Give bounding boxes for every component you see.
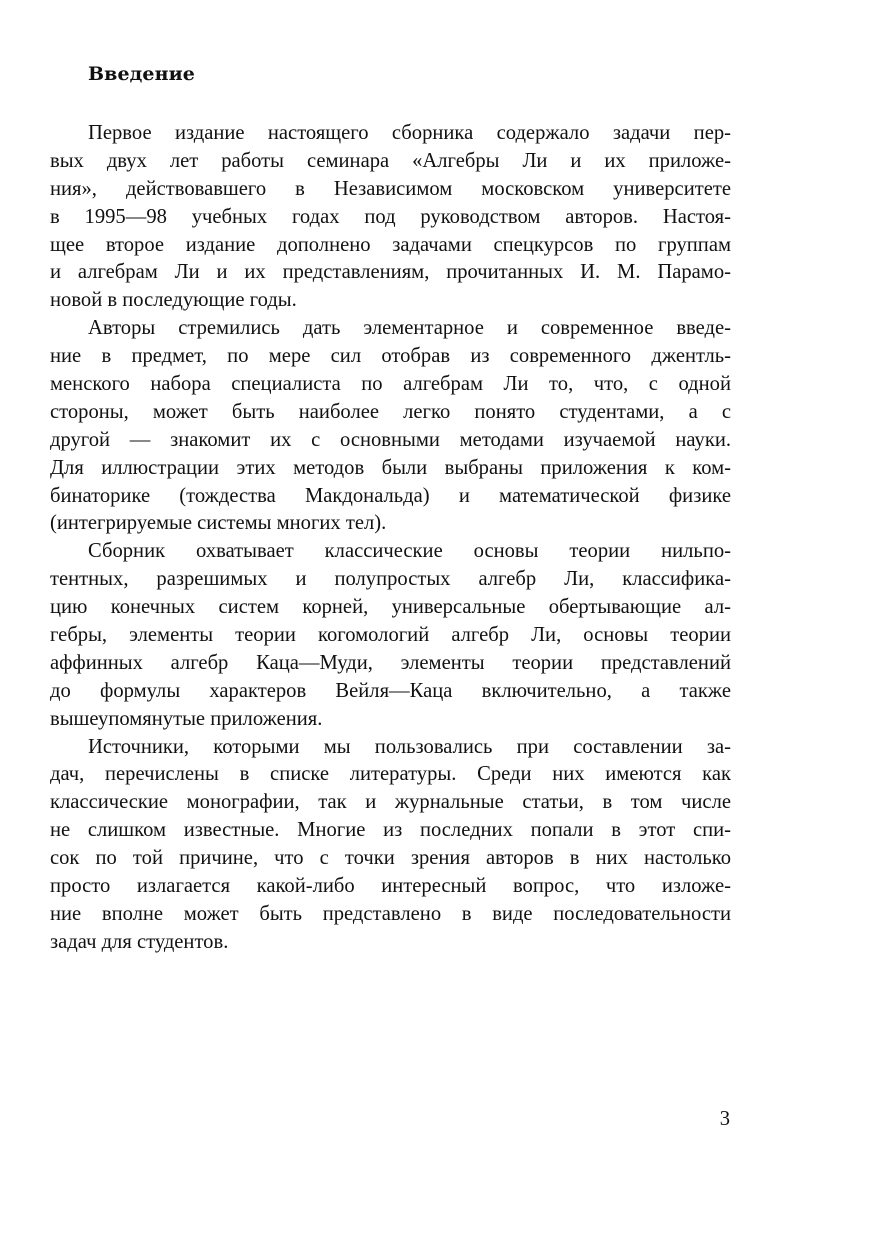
text-line: вых двух лет работы семинара «Алгебры Ли и их приложе- [50, 149, 731, 172]
text-line: Сборник охватывает классические основы теории нильпо- [88, 540, 731, 563]
text-line: и алгебрам Ли и их представлениям, прочитанных И. М. Парамо- [50, 261, 731, 284]
body-text [50, 120, 731, 957]
text-line: до формулы характеров Вейля—Каца включительно, а также [50, 679, 731, 702]
text-line: вышеупомянутые приложения. [50, 707, 323, 730]
text-line: не слишком известные. Многие из последних попали в этот спи- [50, 819, 731, 842]
text-line: аффинных алгебр Каца—Муди, элементы теории представлений [50, 651, 731, 674]
text-line: новой в последующие годы. [50, 289, 297, 312]
text-line: Источники, которыми мы пользовались при составлении за- [88, 735, 731, 758]
text-line: другой — знакомит их с основными методами изучаемой науки. [50, 428, 731, 451]
text-line: цию конечных систем корней, универсальные обертывающие ал- [50, 596, 731, 619]
section-heading: Введение [88, 63, 195, 85]
text-line: (интегрируемые системы многих тел). [50, 512, 387, 535]
text-line: сок по той причине, что с точки зрения авторов в них настолько [50, 847, 731, 870]
text-line: гебры, элементы теории когомологий алгебр Ли, основы теории [50, 624, 731, 647]
text-line: просто излагается какой-либо интересный вопрос, что изложе- [50, 875, 731, 898]
page-number: 3 [719, 1108, 730, 1130]
text-line: Первое издание настоящего сборника содержало задачи пер- [88, 122, 731, 144]
text-line: щее второе издание дополнено задачами спецкурсов по группам [50, 233, 731, 256]
text-line: тентных, разрешимых и полупростых алгебр Ли, классифика- [50, 568, 731, 591]
text-line: ние в предмет, по мере сил отобрав из современного джентль- [50, 345, 731, 368]
text-line: бинаторике (тождества Макдональда) и математической физике [50, 484, 731, 507]
text-line: ния», действовавшего в Независимом московском университете [50, 177, 731, 200]
text-line: ние вполне может быть представлено в виде последовательности [50, 902, 731, 925]
paragraph-1 [50, 120, 731, 315]
text-line: классические монографии, так и журнальные статьи, в том числе [50, 791, 731, 814]
text-line: в 1995—98 учебных годах под руководством авторов. Настоя- [50, 205, 731, 228]
text-line: Авторы стремились дать элементарное и современное введе- [88, 317, 731, 340]
text-line: менского набора специалиста по алгебрам Ли то, что, с одной [50, 373, 731, 396]
paragraph-2 [50, 315, 731, 538]
text-line: задач для студентов. [50, 930, 229, 953]
text-line: дач, перечислены в списке литературы. Среди них имеются как [50, 763, 731, 786]
paragraph-4 [50, 734, 731, 957]
paragraph-3 [50, 538, 731, 733]
text-line: стороны, может быть наиболее легко понято студентами, а с [50, 400, 731, 423]
text-line: Для иллюстрации этих методов были выбраны приложения к ком- [50, 456, 731, 479]
